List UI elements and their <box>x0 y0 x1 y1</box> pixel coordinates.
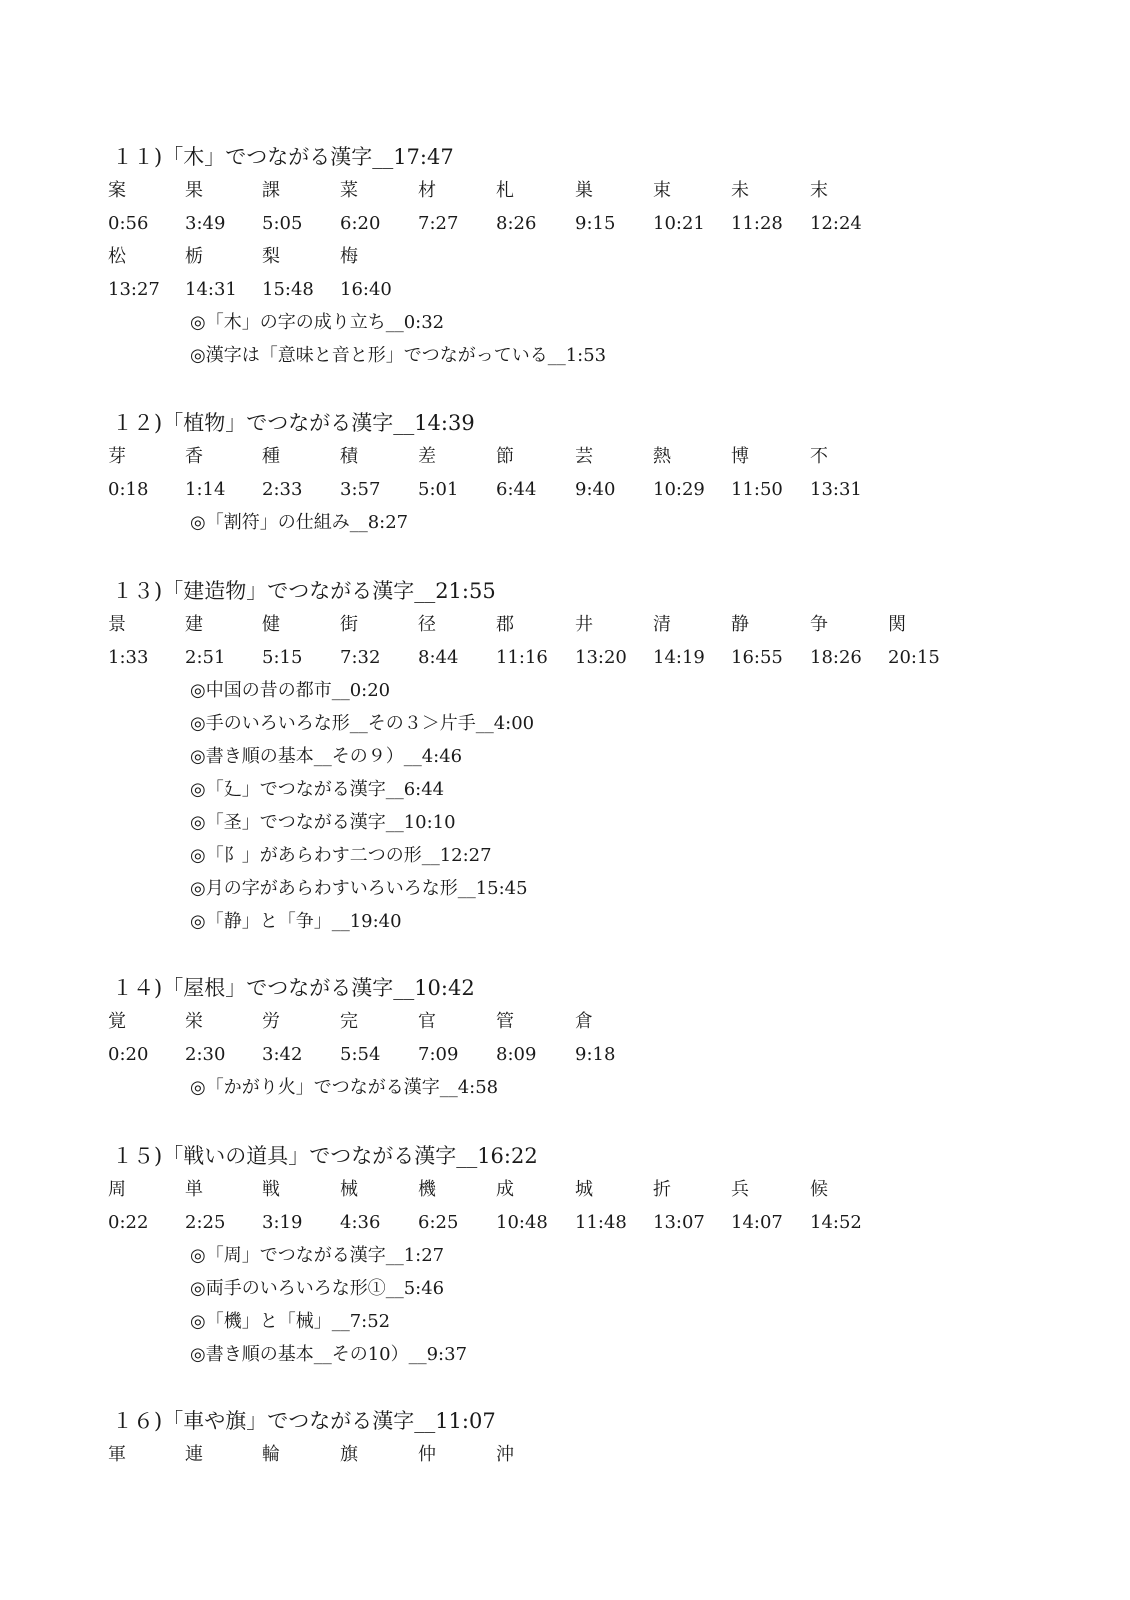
timestamp-row <box>0 1208 1130 1238</box>
kanji-char: 建 <box>185 614 203 635</box>
kanji-char: 不 <box>810 446 828 467</box>
kanji-char: 梅 <box>340 246 358 267</box>
timestamp: 3:42 <box>262 1044 303 1065</box>
timestamp: 5:05 <box>262 213 303 234</box>
kanji-char: 井 <box>575 614 593 635</box>
kanji-row <box>0 1175 1130 1205</box>
timestamp: 14:19 <box>653 647 705 668</box>
topic-note: ◎「かがり火」でつながる漢字__4:58 <box>190 1077 499 1098</box>
topic-note: ◎「静」と「争」__19:40 <box>190 911 402 932</box>
section-heading: １３)「建造物」でつながる漢字__21:55 <box>112 579 496 603</box>
timestamp: 3:49 <box>185 213 226 234</box>
timestamp: 0:56 <box>108 213 149 234</box>
timestamp: 16:55 <box>731 647 783 668</box>
timestamp: 9:40 <box>575 479 616 500</box>
kanji-char: 関 <box>888 614 906 635</box>
kanji-char: 径 <box>418 614 436 635</box>
timestamp: 1:14 <box>185 479 226 500</box>
kanji-char: 旗 <box>340 1444 358 1465</box>
kanji-char: 沖 <box>496 1444 514 1465</box>
timestamp: 8:09 <box>496 1044 537 1065</box>
timestamp: 3:57 <box>340 479 381 500</box>
kanji-char: 街 <box>340 614 358 635</box>
topic-note: ◎両手のいろいろな形①__5:46 <box>190 1278 445 1299</box>
kanji-char: 博 <box>731 446 749 467</box>
kanji-char: 健 <box>262 614 280 635</box>
topic-note: ◎中国の昔の都市__0:20 <box>190 680 391 701</box>
section-heading: １４)「屋根」でつながる漢字__10:42 <box>112 976 475 1000</box>
kanji-char: 候 <box>810 1179 828 1200</box>
topic-note: ◎書き順の基本__その９）__4:46 <box>190 746 463 767</box>
kanji-char: 栄 <box>185 1011 203 1032</box>
kanji-char: 械 <box>340 1179 358 1200</box>
kanji-char: 材 <box>418 180 436 201</box>
timestamp: 2:30 <box>185 1044 226 1065</box>
timestamp: 7:27 <box>418 213 459 234</box>
timestamp: 10:48 <box>496 1212 548 1233</box>
kanji-char: 兵 <box>731 1179 749 1200</box>
section-heading: １１)「木」でつながる漢字__17:47 <box>112 145 454 169</box>
topic-note: ◎「圣」でつながる漢字__10:10 <box>190 812 456 833</box>
kanji-char: 機 <box>418 1179 436 1200</box>
timestamp: 0:22 <box>108 1212 149 1233</box>
kanji-char: 清 <box>653 614 671 635</box>
kanji-char: 菜 <box>340 180 358 201</box>
kanji-row <box>0 242 1130 272</box>
timestamp: 14:31 <box>185 279 237 300</box>
kanji-char: 折 <box>653 1179 671 1200</box>
topic-note: ◎「機」と「械」__7:52 <box>190 1311 391 1332</box>
kanji-row <box>0 176 1130 206</box>
topic-note: ◎月の字があらわすいろいろな形__15:45 <box>190 878 528 899</box>
kanji-row <box>0 610 1130 640</box>
timestamp: 8:26 <box>496 213 537 234</box>
kanji-char: 松 <box>108 246 126 267</box>
kanji-char: 栃 <box>185 246 203 267</box>
kanji-char: 梨 <box>262 246 280 267</box>
timestamp-row <box>0 643 1130 673</box>
timestamp: 14:07 <box>731 1212 783 1233</box>
kanji-char: 札 <box>496 180 514 201</box>
section-heading: １２)「植物」でつながる漢字__14:39 <box>112 411 475 435</box>
timestamp: 2:51 <box>185 647 226 668</box>
topic-note: ◎手のいろいろな形__その３＞片手__4:00 <box>190 713 535 734</box>
topic-note: ◎「阝」があらわす二つの形__12:27 <box>190 845 492 866</box>
timestamp: 2:33 <box>262 479 303 500</box>
kanji-char: 未 <box>731 180 749 201</box>
timestamp: 11:50 <box>731 479 783 500</box>
kanji-char: 成 <box>496 1179 514 1200</box>
kanji-char: 戦 <box>262 1179 280 1200</box>
timestamp: 13:27 <box>108 279 160 300</box>
kanji-char: 単 <box>185 1179 203 1200</box>
timestamp: 11:48 <box>575 1212 627 1233</box>
kanji-char: 覚 <box>108 1011 126 1032</box>
timestamp: 11:28 <box>731 213 783 234</box>
timestamp-row <box>0 1040 1130 1070</box>
kanji-char: 種 <box>262 446 280 467</box>
kanji-char: 課 <box>262 180 280 201</box>
topic-note: ◎書き順の基本__その10）__9:37 <box>190 1344 468 1365</box>
kanji-char: 香 <box>185 446 203 467</box>
topic-note: ◎「周」でつながる漢字__1:27 <box>190 1245 445 1266</box>
kanji-row <box>0 442 1130 472</box>
kanji-char: 積 <box>340 446 358 467</box>
timestamp: 15:48 <box>262 279 314 300</box>
timestamp: 13:20 <box>575 647 627 668</box>
topic-note: ◎「廴」でつながる漢字__6:44 <box>190 779 445 800</box>
timestamp: 18:26 <box>810 647 862 668</box>
timestamp: 5:54 <box>340 1044 381 1065</box>
kanji-char: 芸 <box>575 446 593 467</box>
timestamp-row <box>0 209 1130 239</box>
kanji-char: 巣 <box>575 180 593 201</box>
timestamp: 13:07 <box>653 1212 705 1233</box>
kanji-char: 倉 <box>575 1011 593 1032</box>
kanji-char: 争 <box>810 614 828 635</box>
timestamp: 12:24 <box>810 213 862 234</box>
kanji-row <box>0 1440 1130 1470</box>
kanji-char: 城 <box>575 1179 593 1200</box>
kanji-char: 軍 <box>108 1444 126 1465</box>
timestamp: 14:52 <box>810 1212 862 1233</box>
timestamp: 7:09 <box>418 1044 459 1065</box>
section-heading: １６)「車や旗」でつながる漢字__11:07 <box>112 1409 496 1433</box>
kanji-char: 管 <box>496 1011 514 1032</box>
topic-note: ◎漢字は「意味と音と形」でつながっている__1:53 <box>190 345 607 366</box>
timestamp: 2:25 <box>185 1212 226 1233</box>
timestamp: 20:15 <box>888 647 940 668</box>
timestamp: 10:21 <box>653 213 705 234</box>
timestamp: 4:36 <box>340 1212 381 1233</box>
timestamp-row <box>0 275 1130 305</box>
kanji-char: 連 <box>185 1444 203 1465</box>
kanji-char: 果 <box>185 180 203 201</box>
timestamp: 6:20 <box>340 213 381 234</box>
timestamp: 16:40 <box>340 279 392 300</box>
timestamp: 13:31 <box>810 479 862 500</box>
timestamp: 11:16 <box>496 647 548 668</box>
kanji-row <box>0 1007 1130 1037</box>
timestamp: 8:44 <box>418 647 459 668</box>
timestamp: 1:33 <box>108 647 149 668</box>
kanji-char: 節 <box>496 446 514 467</box>
kanji-char: 完 <box>340 1011 358 1032</box>
kanji-char: 仲 <box>418 1444 436 1465</box>
kanji-char: 案 <box>108 180 126 201</box>
timestamp: 3:19 <box>262 1212 303 1233</box>
timestamp: 0:18 <box>108 479 149 500</box>
timestamp: 9:15 <box>575 213 616 234</box>
timestamp: 6:44 <box>496 479 537 500</box>
kanji-char: 静 <box>731 614 749 635</box>
timestamp-row <box>0 475 1130 505</box>
kanji-char: 束 <box>653 180 671 201</box>
kanji-char: 輪 <box>262 1444 280 1465</box>
kanji-char: 熱 <box>653 446 671 467</box>
timestamp: 6:25 <box>418 1212 459 1233</box>
timestamp: 5:15 <box>262 647 303 668</box>
kanji-char: 景 <box>108 614 126 635</box>
kanji-char: 労 <box>262 1011 280 1032</box>
timestamp: 0:20 <box>108 1044 149 1065</box>
timestamp: 5:01 <box>418 479 459 500</box>
timestamp: 9:18 <box>575 1044 616 1065</box>
timestamp: 10:29 <box>653 479 705 500</box>
kanji-char: 芽 <box>108 446 126 467</box>
kanji-char: 周 <box>108 1179 126 1200</box>
kanji-char: 郡 <box>496 614 514 635</box>
topic-note: ◎「木」の字の成り立ち__0:32 <box>190 312 445 333</box>
topic-note: ◎「割符」の仕組み__8:27 <box>190 512 409 533</box>
timestamp: 7:32 <box>340 647 381 668</box>
kanji-char: 官 <box>418 1011 436 1032</box>
kanji-char: 差 <box>418 446 436 467</box>
section-heading: １５)「戦いの道具」でつながる漢字__16:22 <box>112 1144 538 1168</box>
kanji-char: 末 <box>810 180 828 201</box>
